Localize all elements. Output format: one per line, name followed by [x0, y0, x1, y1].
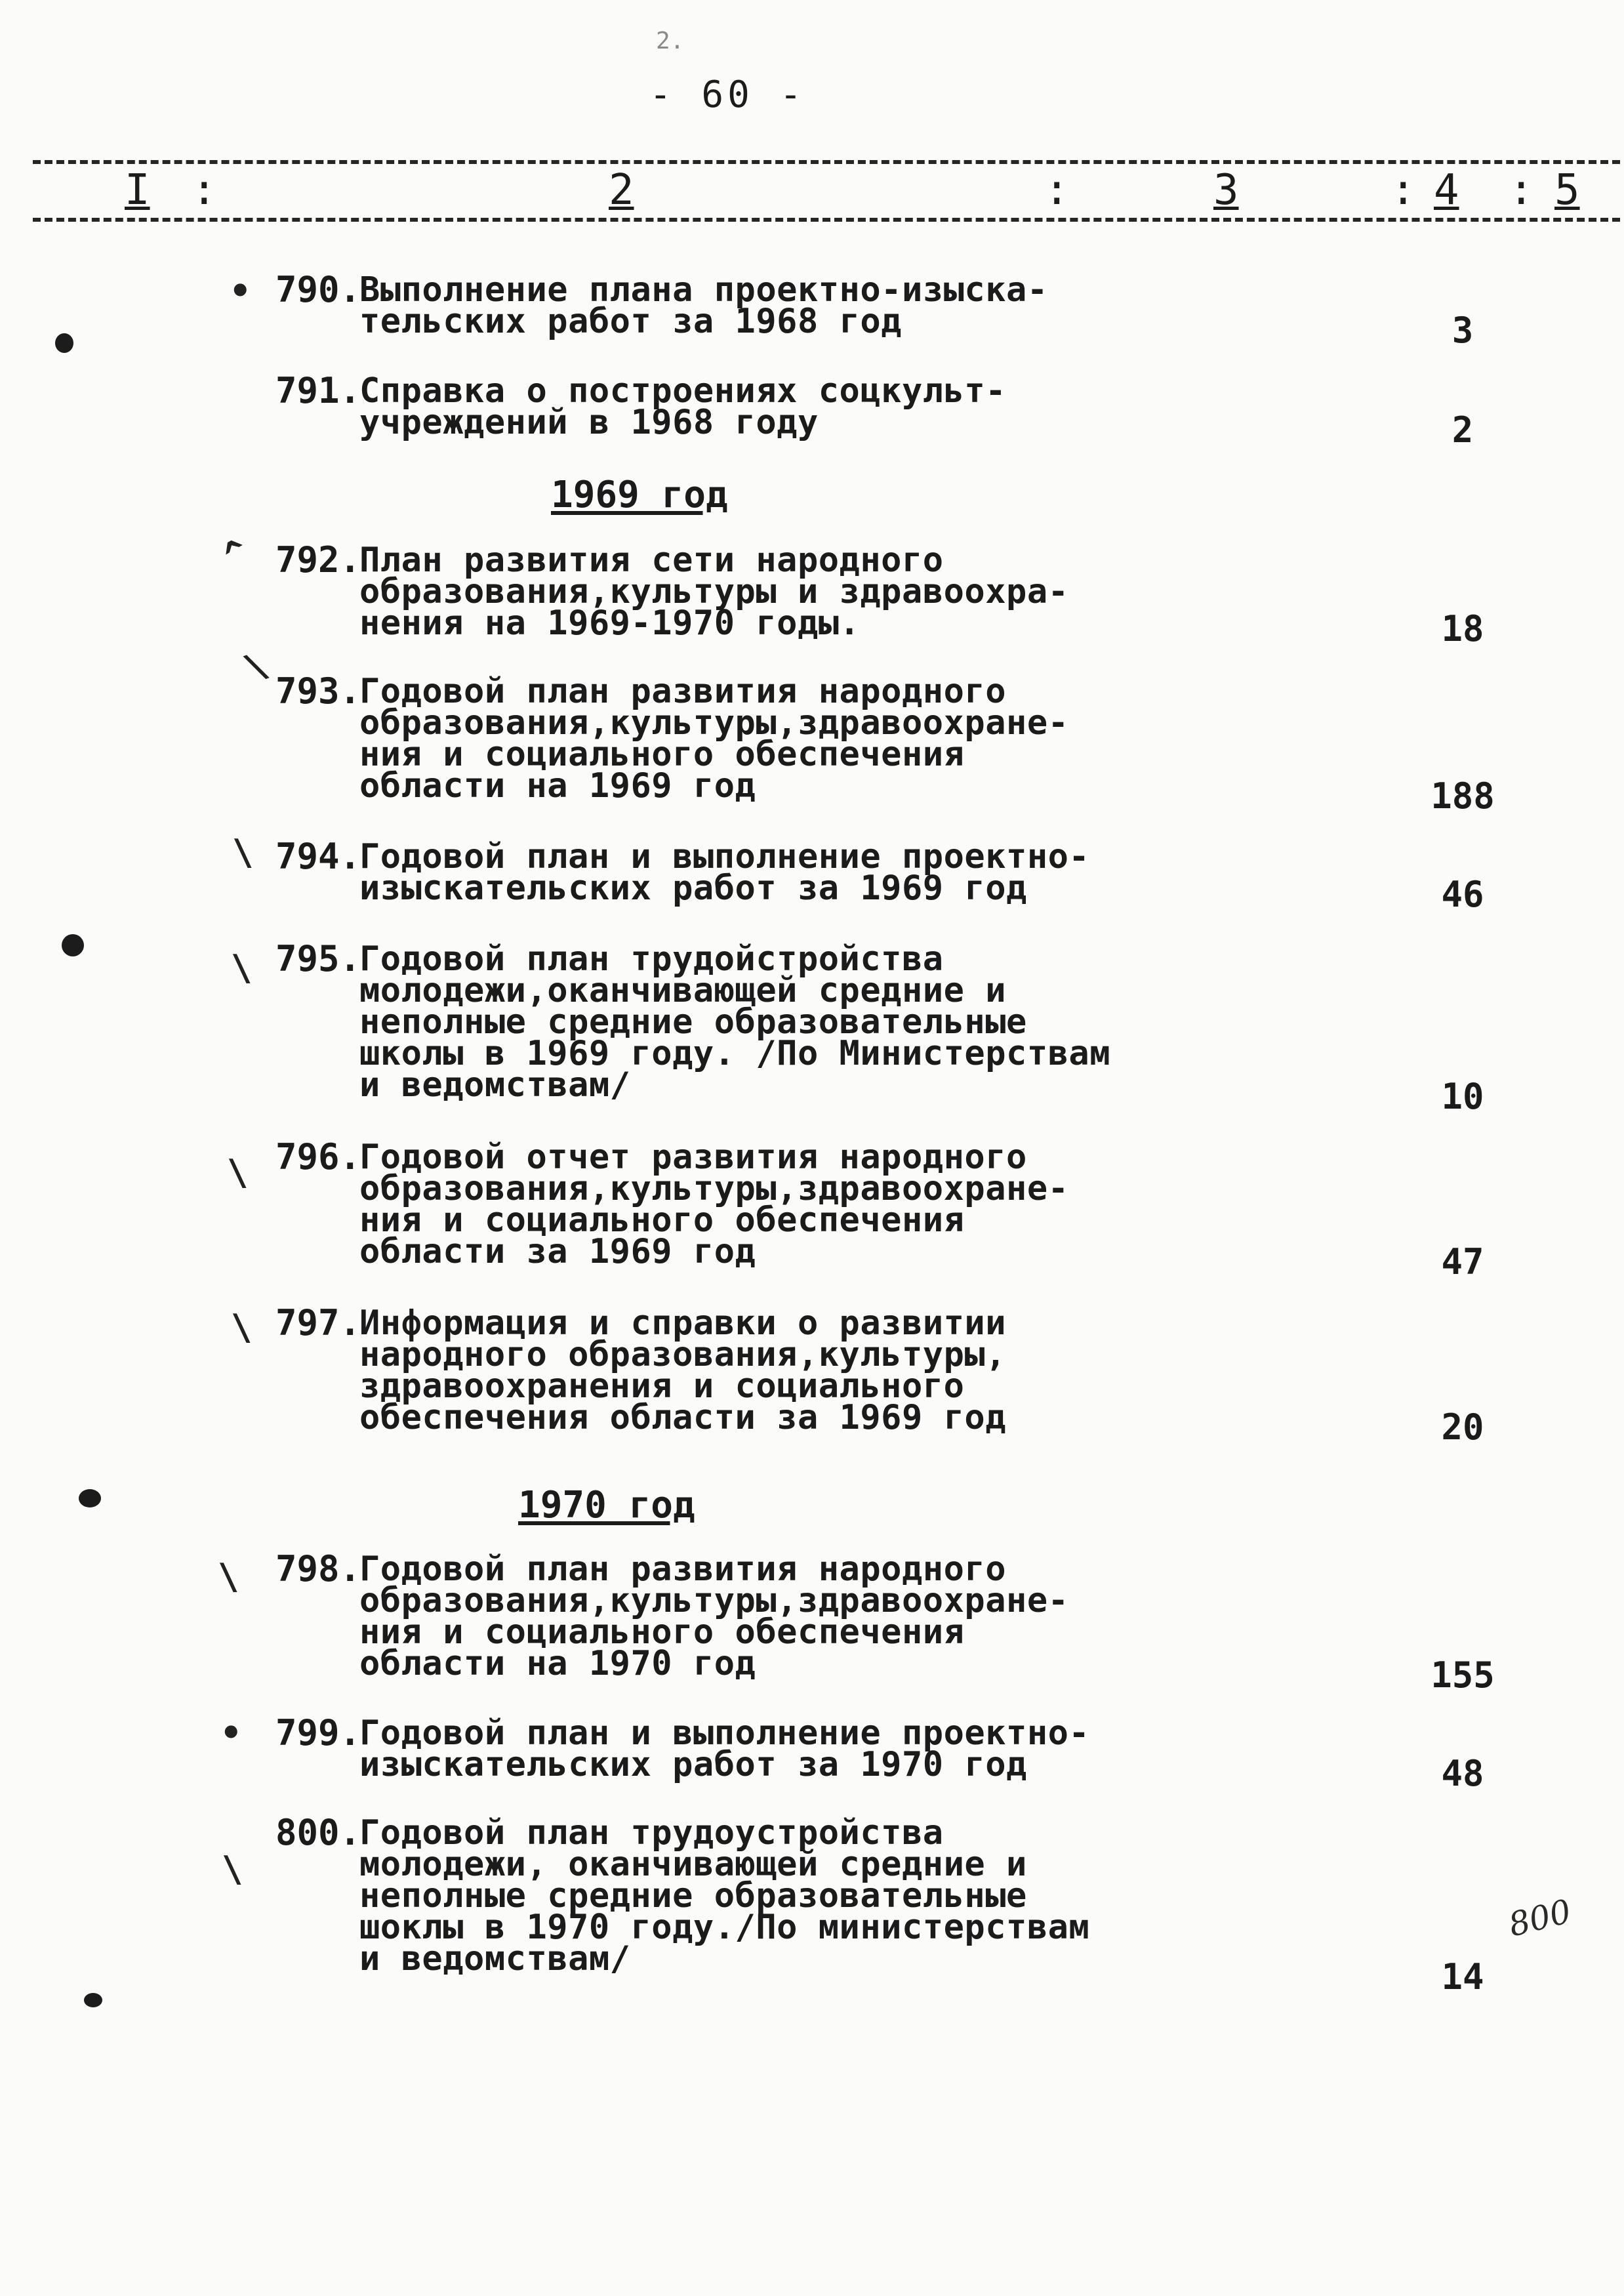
page-number: - 60 -	[649, 73, 806, 116]
entry-title-line: План развития сети народного	[359, 541, 944, 580]
check-mark-icon: •	[220, 1712, 242, 1753]
entry-title	[359, 672, 1147, 806]
entry-title-line: ния и социального обеспечения	[359, 1612, 965, 1652]
entry-title-line: Годовой план развития народного	[359, 672, 1007, 711]
column-separator: :	[1391, 166, 1416, 215]
entry-title-line: Годовой план трудоустройства	[359, 1813, 944, 1853]
column-separator: :	[192, 166, 217, 215]
entry-number: 791.	[275, 370, 361, 411]
ink-blot	[84, 1993, 102, 2007]
entry-title	[359, 939, 1147, 1105]
header-rule-bottom	[33, 218, 1620, 222]
entry-title-line: Годовой план трудойстройства	[359, 939, 944, 979]
ink-blot	[55, 333, 73, 353]
entry-title-line: молодежи,оканчивающей средние и	[359, 971, 1007, 1010]
entry-title-line: области на 1969 год	[359, 766, 756, 806]
entry-page-count: 2	[1451, 409, 1474, 451]
entry-number: 797.	[275, 1302, 361, 1343]
year-heading-1969: 1969 год	[551, 474, 728, 516]
check-mark-icon: \	[227, 1152, 249, 1193]
check-mark-icon: \	[218, 1556, 239, 1597]
ink-blot	[62, 934, 84, 956]
entry-page-count: 47	[1441, 1241, 1484, 1282]
entry-number: 790.	[275, 269, 361, 310]
ink-blot	[79, 1489, 101, 1507]
entry-title-line: области за 1969 год	[359, 1232, 756, 1271]
archive-mark: 2.	[656, 28, 685, 54]
entry-title-line: Годовой план развития народного	[359, 1549, 1007, 1589]
check-mark-icon: \	[232, 832, 254, 873]
entry-title	[359, 1713, 1147, 1784]
entry-page-count: 188	[1431, 775, 1495, 817]
entry-title-line: области на 1970 год	[359, 1644, 756, 1683]
entry-title-line: неполные средние образовательные	[359, 1876, 1027, 1916]
entry-title-line: образования,культуры,здравоохране-	[359, 1581, 1069, 1620]
entry-page-count: 48	[1441, 1753, 1484, 1794]
entry-title-line: нения на 1969-1970 годы.	[359, 604, 861, 643]
entry-number: 792.	[275, 539, 361, 581]
entry-title-line: образования,культуры и здравоохра-	[359, 572, 1069, 611]
entry-title-line: Выполнение плана проектно-изыска-	[359, 270, 1048, 310]
entry-page-count: 10	[1441, 1076, 1484, 1117]
entry-title-line: ния и социального обеспечения	[359, 1200, 965, 1240]
entry-title-line: Годовой план и выполнение проектно-	[359, 1713, 1090, 1753]
entry-title-line: и ведомствам/	[359, 1065, 631, 1105]
entry-title-line: Информация и справки о развитии	[359, 1303, 1007, 1343]
entry-title	[359, 837, 1147, 908]
check-mark-icon: ^	[216, 530, 256, 577]
entry-title	[359, 270, 1147, 341]
entry-page-count: 18	[1441, 608, 1484, 649]
entry-title-line: изыскательских работ за 1969 год	[359, 869, 1027, 908]
entry-page-count: 155	[1431, 1654, 1495, 1696]
entry-title-line: тельских работ за 1968 год	[359, 302, 902, 341]
entry-page-count: 3	[1451, 310, 1474, 351]
handwritten-note: 800	[1505, 1892, 1575, 1944]
column-1-label: I	[125, 166, 150, 215]
column-separator: :	[1509, 166, 1534, 215]
entry-title	[359, 371, 1147, 442]
entry-title-line: образования,культуры,здравоохране-	[359, 1169, 1069, 1208]
column-separator: :	[1044, 166, 1070, 215]
check-mark-icon: \	[239, 643, 274, 689]
entry-title-line: образования,культуры,здравоохране-	[359, 703, 1069, 743]
check-mark-icon: •	[230, 270, 251, 312]
check-mark-icon: \	[222, 1849, 243, 1890]
entry-number: 796.	[275, 1136, 361, 1178]
entry-title-line: учреждений в 1968 году	[359, 403, 819, 442]
entry-number: 793.	[275, 670, 361, 712]
year-heading-1970: 1970 год	[518, 1484, 695, 1527]
header-rule-top	[33, 160, 1620, 164]
entry-number: 798.	[275, 1548, 361, 1589]
check-mark-icon: \	[231, 1307, 253, 1348]
entry-page-count: 14	[1441, 1956, 1484, 1998]
entry-title-line: ния и социального обеспечения	[359, 735, 965, 774]
check-mark-icon: \	[231, 947, 253, 989]
entry-number: 795.	[275, 938, 361, 979]
entry-title-line: народного образования,культуры,	[359, 1335, 1007, 1374]
column-3-label: 3	[1213, 166, 1239, 215]
entry-title	[359, 1549, 1147, 1683]
entry-title-line: здравоохранения и социального	[359, 1366, 965, 1406]
entry-title	[359, 1138, 1147, 1271]
column-2-label: 2	[609, 166, 634, 215]
entry-number: 800.	[275, 1812, 361, 1853]
column-4-label: 4	[1434, 166, 1459, 215]
entry-number: 799.	[275, 1712, 361, 1753]
entry-page-count: 46	[1441, 874, 1484, 915]
column-5-label: 5	[1554, 166, 1580, 215]
entry-page-count: 20	[1441, 1406, 1484, 1448]
entry-title-line: молодежи, оканчивающей средние и	[359, 1845, 1027, 1884]
entry-title-line: и ведомствам/	[359, 1939, 631, 1978]
entry-title	[359, 541, 1147, 643]
entry-title-line: Годовой отчет развития народного	[359, 1138, 1027, 1177]
entry-title-line: Годовой план и выполнение проектно-	[359, 837, 1090, 876]
entry-title-line: Справка о построениях соцкульт-	[359, 371, 1007, 411]
entry-title	[359, 1813, 1147, 1978]
entry-title-line: неполные средние образовательные	[359, 1002, 1027, 1042]
entry-title	[359, 1303, 1147, 1437]
entry-title-line: шоклы в 1970 году./По министерствам	[359, 1908, 1090, 1947]
entry-title-line: изыскательских работ за 1970 год	[359, 1745, 1027, 1784]
entry-title-line: школы в 1969 году. /По Министерствам	[359, 1034, 1111, 1073]
entry-number: 794.	[275, 836, 361, 877]
entry-title-line: обеспечения области за 1969 год	[359, 1398, 1007, 1437]
